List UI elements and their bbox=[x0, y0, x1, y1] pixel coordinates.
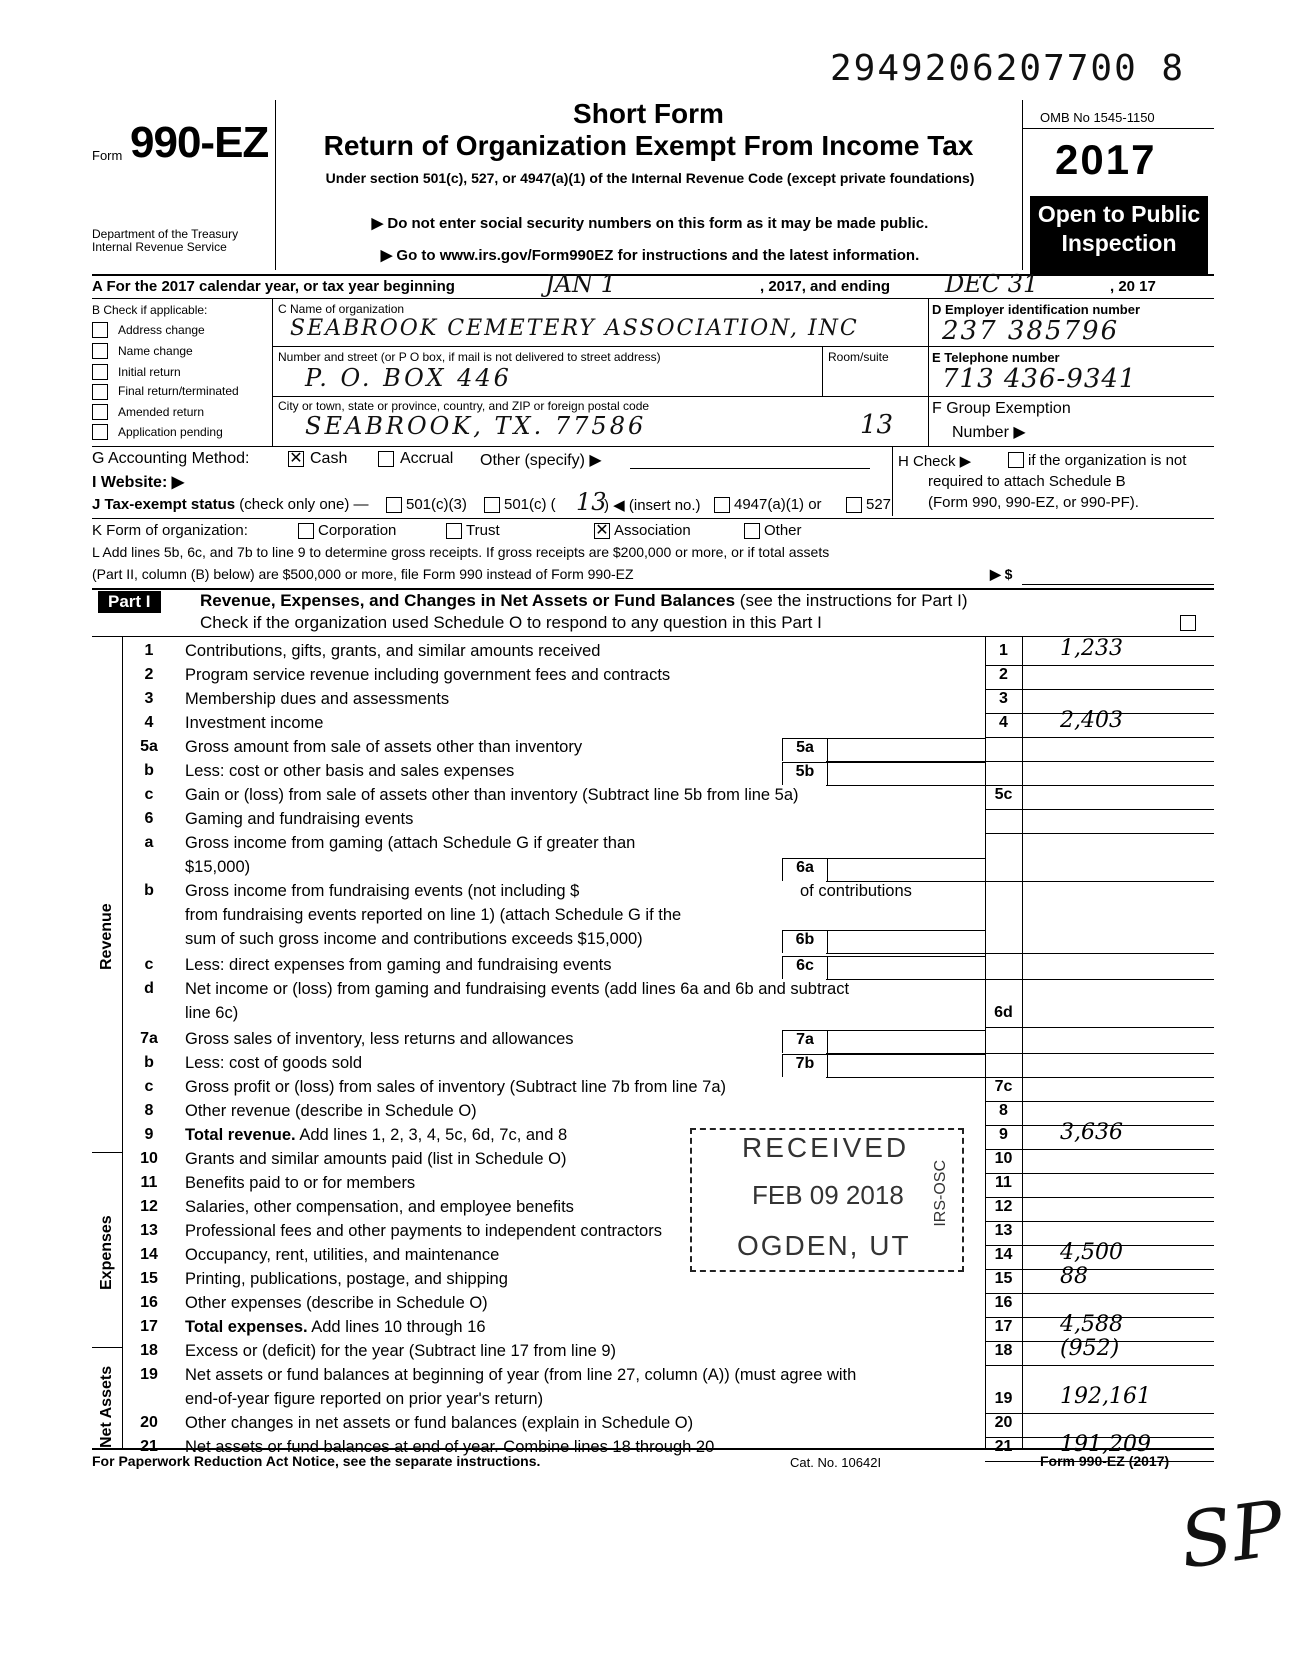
line-box-11: 11 bbox=[995, 1174, 1012, 1191]
line-h-text3: (Form 990, 990-EZ, or 990-PF). bbox=[928, 494, 1139, 511]
line-description: Gross profit or (loss) from sales of inventory (Subtract line 7b from line 7a) bbox=[185, 1078, 727, 1096]
instructions-link[interactable]: ▶ Go to www.irs.gov/Form990EZ for instructions and the latest information. bbox=[380, 247, 920, 264]
501c3-label: 501(c)(3) bbox=[406, 496, 467, 513]
checkbox-501c[interactable] bbox=[484, 497, 500, 513]
inner-box-6b: 6b bbox=[782, 930, 828, 953]
line-number: 18 bbox=[140, 1342, 158, 1359]
accounting-method-label: G Accounting Method: bbox=[92, 450, 250, 467]
line-description: Gross sales of inventory, less returns and allowances bbox=[185, 1030, 574, 1048]
line-amount-4[interactable]: 2,403 bbox=[1060, 708, 1123, 733]
line-number: c bbox=[144, 1078, 154, 1095]
line-description: Other expenses (describe in Schedule O) bbox=[185, 1294, 488, 1312]
department-name: Department of the Treasury bbox=[92, 227, 239, 241]
form-prefix: Form bbox=[92, 148, 123, 163]
form-title: Return of Organization Exempt From Income Tax bbox=[323, 130, 974, 161]
checkbox-cash[interactable]: ✕ bbox=[289, 450, 303, 467]
inner-box-7a: 7a bbox=[782, 1030, 828, 1053]
line-description: Benefits paid to or for members bbox=[185, 1174, 416, 1192]
form-number: 990-EZ bbox=[130, 118, 269, 167]
line-amount-17[interactable]: 4,588 bbox=[1060, 1312, 1123, 1337]
side-label-revenue: Revenue bbox=[98, 903, 115, 970]
gross-receipts-dollar: ▶ $ bbox=[990, 566, 1013, 582]
inner-box-6c: 6c bbox=[782, 956, 828, 979]
line-box-8: 8 bbox=[999, 1102, 1008, 1119]
omb-number: OMB No 1545-1150 bbox=[1040, 110, 1155, 125]
line-box-12: 12 bbox=[994, 1198, 1013, 1215]
schedule-o-check-text: Check if the organization used Schedule O to respond to any question in this Part I bbox=[200, 613, 822, 632]
short-form-label: Short Form bbox=[573, 98, 724, 129]
stamp-side: IRS-OSC bbox=[932, 1160, 949, 1227]
line-amount-9[interactable]: 3,636 bbox=[1060, 1120, 1123, 1145]
line-number: 20 bbox=[140, 1414, 158, 1431]
received-stamp bbox=[690, 1128, 964, 1272]
checkbox-address-change[interactable] bbox=[92, 322, 108, 338]
other-method-label: Other (specify) ▶ bbox=[480, 452, 602, 469]
line-a-mid: , 2017, and ending bbox=[760, 278, 891, 295]
line-number: 19 bbox=[140, 1366, 158, 1383]
tax-year: 2017 bbox=[1055, 136, 1157, 183]
name-change-label: Name change bbox=[118, 344, 193, 358]
line-description: Investment income bbox=[185, 714, 324, 732]
inner-box-6a: 6a bbox=[782, 858, 828, 881]
line-description-continued: from fundraising events reported on line 1) (attach Schedule G if the bbox=[185, 906, 682, 924]
cat-number: Cat. No. 10642I bbox=[790, 1455, 882, 1470]
city-extra-mark: 13 bbox=[860, 410, 894, 440]
line-box-19: 19 bbox=[994, 1390, 1013, 1407]
line-box-17: 17 bbox=[994, 1318, 1013, 1335]
irs-name: Internal Revenue Service bbox=[92, 240, 227, 254]
checkbox-initial-return[interactable] bbox=[92, 364, 108, 380]
line-number: a bbox=[144, 834, 154, 851]
line-box-13: 13 bbox=[994, 1222, 1013, 1239]
line-amount-19[interactable]: 192,161 bbox=[1060, 1384, 1151, 1409]
tax-year-end[interactable]: DEC 31 bbox=[945, 270, 1039, 298]
line-box-5c: 5c bbox=[994, 786, 1013, 803]
line-amount-21[interactable]: 191,209 bbox=[1060, 1432, 1151, 1457]
checkbox-schedule-b[interactable] bbox=[1008, 452, 1024, 468]
line-description: Program service revenue including government fees and contracts bbox=[185, 666, 671, 684]
tax-exempt-note: (check only one) — bbox=[239, 496, 369, 513]
501c-number[interactable]: 13 bbox=[576, 488, 607, 516]
line-number: c bbox=[144, 956, 154, 973]
org-name-value[interactable]: SEABROOK CEMETERY ASSOCIATION, INC bbox=[290, 316, 859, 341]
line-box-15: 15 bbox=[994, 1270, 1013, 1287]
line-description-continued: end-of-year figure reported on prior year's return) bbox=[185, 1390, 544, 1408]
checkbox-527[interactable] bbox=[846, 497, 862, 513]
line-description: Less: cost of goods sold bbox=[185, 1054, 363, 1072]
line-number: 11 bbox=[140, 1174, 158, 1191]
room-suite-label: Room/suite bbox=[828, 350, 889, 364]
inner-amount-7a[interactable] bbox=[826, 1030, 985, 1054]
line-box-16: 16 bbox=[994, 1294, 1013, 1311]
line-description: Gross income from fundraising events (not including $ of contributions bbox=[185, 882, 912, 900]
association-label: Association bbox=[614, 522, 691, 539]
inner-box-5a: 5a bbox=[782, 738, 828, 761]
line-description-continued: line 6c) bbox=[185, 1004, 239, 1022]
line-box-6d: 6d bbox=[994, 1004, 1013, 1021]
line-amount-15[interactable]: 88 bbox=[1060, 1264, 1088, 1289]
line-l-text2: (Part II, column (B) below) are $500,000 or more, file Form 990 instead of Form 990-EZ bbox=[92, 566, 634, 582]
checkbox-4947[interactable] bbox=[714, 497, 730, 513]
line-description: Less: direct expenses from gaming and fundraising events bbox=[185, 956, 612, 974]
line-number: 5a bbox=[140, 738, 158, 755]
line-number: 9 bbox=[144, 1126, 154, 1143]
line-number: 1 bbox=[144, 642, 154, 659]
final-return-label: Final return/terminated bbox=[118, 384, 239, 398]
line-description: Total expenses. Add lines 10 through 16 bbox=[185, 1318, 486, 1336]
inner-amount-5b[interactable] bbox=[826, 762, 985, 786]
checkbox-schedule-o[interactable] bbox=[1180, 615, 1196, 631]
inner-box-5b: 5b bbox=[782, 762, 828, 785]
group-exemption-label: F Group Exemption bbox=[932, 400, 1071, 417]
line-h-label: H Check ▶ bbox=[898, 453, 972, 470]
line-description: Gross amount from sale of assets other than inventory bbox=[185, 738, 583, 756]
4947-label: 4947(a)(1) or bbox=[734, 496, 822, 513]
line-description: Less: cost or other basis and sales expenses bbox=[185, 762, 515, 780]
inner-amount-6a[interactable] bbox=[826, 858, 985, 882]
line-box-2: 2 bbox=[999, 666, 1008, 683]
line-description: Contributions, gifts, grants, and similar amounts received bbox=[185, 642, 601, 660]
section-b-title: B Check if applicable: bbox=[92, 303, 208, 317]
open-to-public-inspection: Open to Public Inspection bbox=[1030, 196, 1208, 276]
stamp-date: FEB 09 2018 bbox=[752, 1180, 904, 1210]
527-label: 527 bbox=[866, 496, 892, 513]
501c-label: 501(c) ( bbox=[504, 496, 556, 513]
corporation-label: Corporation bbox=[318, 522, 397, 539]
line-box-3: 3 bbox=[999, 690, 1008, 707]
form-subtitle: Under section 501(c), 527, or 4947(a)(1) of the Internal Revenue Code (except private foundations) bbox=[325, 170, 975, 186]
line-number: 13 bbox=[140, 1222, 158, 1239]
line-description: Net assets or fund balances at beginning of year (from line 27, column (A)) (must agree with bbox=[185, 1366, 857, 1384]
checkbox-final-return[interactable] bbox=[92, 384, 108, 400]
checkbox-accrual[interactable] bbox=[378, 451, 394, 467]
application-pending-label: Application pending bbox=[118, 425, 223, 439]
line-amount-14[interactable]: 4,500 bbox=[1060, 1240, 1123, 1265]
line-box-9: 9 bbox=[999, 1126, 1008, 1143]
checkbox-other-org[interactable] bbox=[744, 523, 760, 539]
paperwork-notice: For Paperwork Reduction Act Notice, see the separate instructions. bbox=[92, 1453, 541, 1469]
line-description: Salaries, other compensation, and employee benefits bbox=[185, 1198, 574, 1216]
line-number: 14 bbox=[140, 1246, 158, 1263]
street-label: Number and street (or P O box, if mail is not delivered to street address) bbox=[278, 350, 661, 364]
line-number: 10 bbox=[140, 1150, 158, 1167]
line-a-label: A For the 2017 calendar year, or tax year beginning bbox=[92, 278, 455, 295]
line-number: b bbox=[144, 882, 154, 899]
tax-exempt-row bbox=[92, 496, 369, 513]
insert-no-label: ) ◀ (insert no.) bbox=[604, 497, 701, 514]
line-h-text2: required to attach Schedule B bbox=[928, 473, 1126, 490]
line-number: 7a bbox=[140, 1030, 158, 1047]
line-number: d bbox=[144, 980, 154, 997]
line-h-text1: if the organization is not bbox=[1028, 452, 1187, 469]
checkbox-name-change[interactable] bbox=[92, 343, 108, 359]
part-one-title-row bbox=[200, 591, 967, 611]
line-description: Gross income from gaming (attach Schedule G if greater than bbox=[185, 834, 636, 852]
checkbox-association[interactable]: ✕ bbox=[595, 522, 609, 539]
line-description: Net income or (loss) from gaming and fundraising events (add lines 6a and 6b and subtract bbox=[185, 980, 850, 998]
line-number: 6 bbox=[144, 810, 154, 827]
tax-year-begin[interactable]: JAN 1 bbox=[545, 270, 616, 298]
department bbox=[92, 228, 238, 254]
line-number: b bbox=[144, 762, 154, 779]
line-amount-18[interactable]: (952) bbox=[1060, 1336, 1120, 1361]
other-org-label: Other bbox=[764, 522, 802, 539]
line-description: Gain or (loss) from sale of assets other than inventory (Subtract line 5b from line 5a) bbox=[185, 786, 799, 804]
form-reference: Form 990-EZ (2017) bbox=[1040, 1453, 1170, 1469]
line-box-18: 18 bbox=[994, 1342, 1013, 1359]
line-number: 4 bbox=[144, 714, 154, 731]
city-label: City or town, state or province, country, and ZIP or foreign postal code bbox=[278, 399, 650, 413]
tax-year-end-year: , 20 17 bbox=[1110, 278, 1156, 295]
phone-value[interactable]: 713 436-9341 bbox=[942, 364, 1137, 394]
line-number: 12 bbox=[140, 1198, 158, 1215]
inner-amount-6c[interactable] bbox=[826, 956, 985, 980]
tax-exempt-label: J Tax-exempt status bbox=[92, 496, 236, 513]
inner-box-7b: 7b bbox=[782, 1054, 828, 1077]
trust-label: Trust bbox=[466, 522, 500, 539]
part-one-tag: Part I bbox=[98, 591, 161, 613]
document-locator-number: 2949206207700 8 bbox=[830, 48, 1186, 89]
line-number: 3 bbox=[144, 690, 154, 707]
stamp-received: RECEIVED bbox=[742, 1132, 910, 1163]
checkbox-501c3[interactable] bbox=[386, 497, 402, 513]
side-label-net-assets: Net Assets bbox=[98, 1365, 115, 1448]
street-value[interactable]: P. O. BOX 446 bbox=[305, 364, 512, 392]
line-number: 15 bbox=[140, 1270, 158, 1287]
ein-label: D Employer identification number bbox=[932, 302, 1141, 317]
phone-label: E Telephone number bbox=[932, 350, 1060, 365]
inner-amount-6b[interactable] bbox=[826, 930, 985, 954]
website-label: I Website: ▶ bbox=[92, 474, 185, 491]
ein-value[interactable]: 237 385796 bbox=[942, 316, 1120, 346]
inner-amount-5a[interactable] bbox=[826, 738, 985, 762]
line-description-continued: sum of such gross income and contributions exceeds $15,000) bbox=[185, 930, 643, 948]
line-box-4: 4 bbox=[999, 714, 1008, 731]
handwritten-initials: SP bbox=[1174, 1483, 1289, 1586]
line-description-continued: $15,000) bbox=[185, 858, 251, 876]
line-box-1: 1 bbox=[999, 642, 1008, 659]
line-description: Grants and similar amounts paid (list in Schedule O) bbox=[185, 1150, 567, 1168]
line-box-10: 10 bbox=[994, 1150, 1013, 1167]
line-description: Other revenue (describe in Schedule O) bbox=[185, 1102, 477, 1120]
cash-label: Cash bbox=[310, 450, 348, 467]
line-description: Printing, publications, postage, and shipping bbox=[185, 1270, 508, 1288]
checkbox-amended-return[interactable] bbox=[92, 404, 108, 420]
part-one-title: Revenue, Expenses, and Changes in Net Assets or Fund Balances bbox=[200, 591, 736, 610]
address-change-label: Address change bbox=[118, 323, 205, 337]
group-exemption-number[interactable]: Number ▶ bbox=[952, 424, 1026, 441]
line-amount-1[interactable]: 1,233 bbox=[1060, 636, 1123, 661]
line-number: b bbox=[144, 1054, 154, 1071]
city-value[interactable]: SEABROOK, TX. 77586 bbox=[305, 412, 647, 440]
line-number: 17 bbox=[140, 1318, 158, 1335]
part-one-title-tail: (see the instructions for Part I) bbox=[739, 591, 968, 610]
line-box-14: 14 bbox=[994, 1246, 1013, 1263]
line-box-20: 20 bbox=[994, 1414, 1013, 1431]
line-description: Membership dues and assessments bbox=[185, 690, 450, 708]
line-box-21: 21 bbox=[994, 1438, 1013, 1455]
initial-return-label: Initial return bbox=[118, 365, 181, 379]
inner-amount-7b[interactable] bbox=[826, 1054, 985, 1078]
checkbox-trust[interactable] bbox=[446, 523, 462, 539]
line-description: Gaming and fundraising events bbox=[185, 810, 414, 828]
line-description: Excess or (deficit) for the year (Subtract line 17 from line 9) bbox=[185, 1342, 616, 1360]
line-number: 8 bbox=[144, 1102, 154, 1119]
line-description: Other changes in net assets or fund balances (explain in Schedule O) bbox=[185, 1414, 694, 1432]
org-name-label: C Name of organization bbox=[278, 302, 405, 316]
line-description: Occupancy, rent, utilities, and maintenance bbox=[185, 1246, 500, 1264]
side-label-expenses: Expenses bbox=[98, 1215, 115, 1290]
form-of-org-label: K Form of organization: bbox=[92, 522, 248, 539]
line-number: 16 bbox=[140, 1294, 158, 1311]
line-number: 2 bbox=[144, 666, 154, 683]
stamp-city: OGDEN, UT bbox=[737, 1230, 911, 1261]
ssn-warning: ▶ Do not enter social security numbers on this form as it may be made public. bbox=[371, 215, 929, 232]
line-number: c bbox=[144, 786, 154, 803]
accrual-label: Accrual bbox=[400, 450, 454, 467]
line-description: Net assets or fund balances at end of year. Combine lines 18 through 20 bbox=[185, 1438, 715, 1456]
line-description: Professional fees and other payments to independent contractors bbox=[185, 1222, 662, 1240]
line-l-text1: L Add lines 5b, 6c, and 7b to line 9 to determine gross receipts. If gross receipts are $200,000 or more, or if total assets bbox=[92, 544, 830, 560]
line-number: 21 bbox=[140, 1438, 158, 1455]
checkbox-application-pending[interactable] bbox=[92, 424, 108, 440]
line-box-7c: 7c bbox=[994, 1078, 1013, 1095]
checkbox-corporation[interactable] bbox=[298, 523, 314, 539]
line-description: Total revenue. Add lines 1, 2, 3, 4, 5c, 6d, 7c, and 8 bbox=[185, 1126, 568, 1144]
amended-return-label: Amended return bbox=[118, 405, 205, 419]
